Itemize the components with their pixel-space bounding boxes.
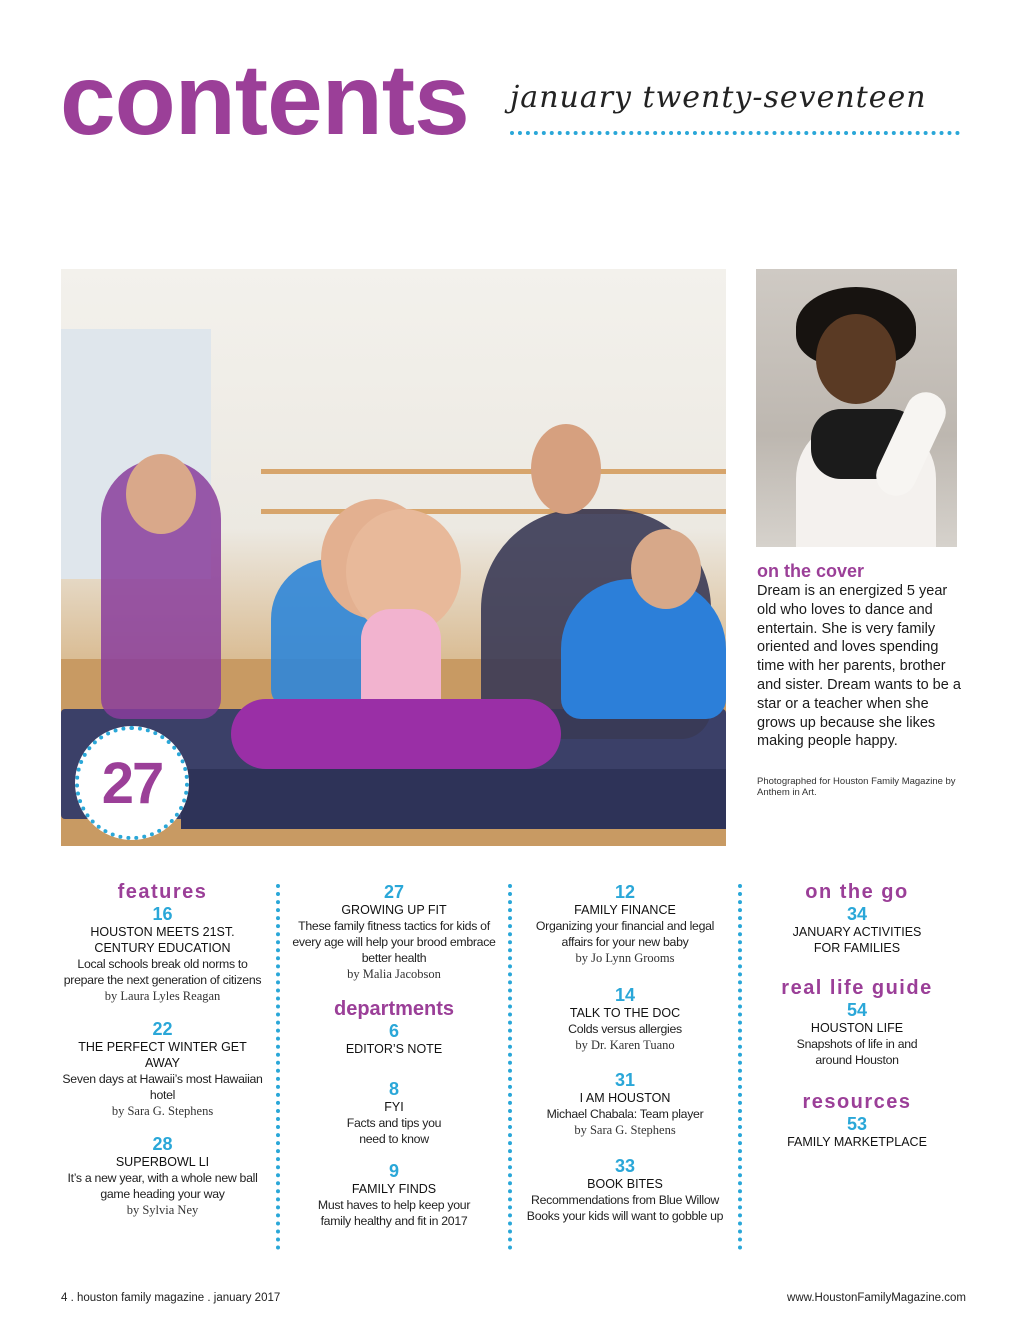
article-description: These family fitness tactics for kids of every age will help your brood embrace better health (292, 919, 496, 965)
article-title[interactable]: FAMILY FINDS (351, 1182, 437, 1196)
article-title[interactable]: HOUSTON LIFE (810, 1021, 904, 1035)
byline: by Jo Lynn Grooms (575, 951, 675, 965)
article-description: Local schools break old norms to prepare the next generation of citizens (63, 957, 262, 987)
section-heading-real-life-guide: real life guide (781, 977, 933, 999)
page-number: 9 (388, 1161, 399, 1181)
column-divider (508, 884, 512, 1250)
page-number: 12 (614, 882, 636, 902)
page-number: 34 (846, 904, 868, 924)
article-title[interactable]: THE PERFECT WINTER GET AWAY (78, 1040, 247, 1070)
article-title[interactable]: I AM HOUSTON (579, 1091, 671, 1105)
features-column (60, 880, 265, 1219)
page-number: 22 (152, 1019, 173, 1039)
article-description: Must haves to help keep your family healthy and fit in 2017 (317, 1198, 471, 1228)
page-number: 6 (388, 1021, 399, 1041)
page-number: 54 (846, 1000, 868, 1020)
column-four (752, 880, 962, 1150)
byline: by Dr. Karen Tuano (575, 1038, 675, 1052)
article-title[interactable]: GROWING UP FIT (341, 903, 447, 917)
page-number: 28 (152, 1134, 173, 1154)
article-title[interactable]: HOUSTON MEETS 21ST. CENTURY EDUCATION (90, 925, 235, 955)
article-title[interactable]: SUPERBOWL LI (115, 1155, 210, 1169)
article-description: Facts and tips you need to know (346, 1116, 442, 1146)
photo-credit: Photographed for Houston Family Magazine by Anthem in Art. (757, 776, 956, 798)
byline: by Sara G. Stephens (574, 1123, 676, 1137)
byline: by Sara G. Stephens (111, 1104, 214, 1118)
column-divider (738, 884, 742, 1250)
cover-model-photo (756, 269, 957, 547)
footer-folio: 4 . houston family magazine . january 2017 (61, 1292, 281, 1304)
section-heading-departments: departments (333, 998, 455, 1020)
article-description: Snapshots of life in and around Houston (796, 1037, 918, 1067)
article-title[interactable]: TALK TO THE DOC (569, 1006, 681, 1020)
article-title[interactable]: EDITOR’S NOTE (345, 1042, 443, 1056)
article-description: Recommendations from Blue Willow Books your kids will want to gobble up (526, 1193, 724, 1223)
section-heading-features: features (117, 881, 208, 903)
byline: by Malia Jacobson (347, 967, 441, 981)
page-number-badge (75, 726, 189, 840)
footer-website-link[interactable]: www.HoustonFamilyMagazine.com (787, 1292, 966, 1304)
departments-column (290, 882, 498, 1229)
byline: by Sylvia Ney (126, 1203, 199, 1217)
article-description: Michael Chabala: Team player (546, 1107, 704, 1121)
on-the-cover-heading: on the cover (757, 561, 865, 581)
dotted-divider (510, 131, 960, 135)
article-title[interactable]: FAMILY FINANCE (574, 903, 676, 917)
page-number: 14 (614, 985, 636, 1005)
byline: by Laura Lyles Reagan (104, 989, 221, 1003)
section-heading-resources: resources (802, 1091, 912, 1113)
page-number: 53 (846, 1114, 868, 1134)
column-divider (276, 884, 280, 1250)
article-title[interactable]: JANUARY ACTIVITIES FOR FAMILIES (792, 925, 922, 955)
article-title[interactable]: FAMILY MARKETPLACE (787, 1135, 927, 1149)
badge-number: 27 (101, 750, 163, 816)
article-description: It’s a new year, with a whole new ball game heading your way (67, 1171, 258, 1201)
column-three (522, 882, 728, 1224)
page-number: 27 (383, 882, 405, 902)
page-number: 8 (388, 1079, 399, 1099)
page-number: 31 (614, 1070, 636, 1090)
on-the-cover-text: Dream is an energized 5 year old who loves to dance and entertain. She is very family oriented and loves spending time with her parents, brother and sister. Dream wants to be a star or a teacher when she grows up because she likes making people happy. (757, 583, 961, 750)
article-description: Organizing your financial and legal affairs for your new baby (535, 919, 715, 949)
article-description: Seven days at Hawaii’s most Hawaiian hotel (62, 1072, 263, 1102)
page-title: contents (60, 44, 469, 156)
article-title[interactable]: BOOK BITES (587, 1177, 663, 1191)
page-number: 16 (152, 904, 173, 924)
issue-date: january twenty-seventeen (510, 80, 927, 115)
article-description: Colds versus allergies (568, 1022, 682, 1036)
article-title[interactable]: FYI (384, 1100, 404, 1114)
section-heading-on-the-go: on the go (805, 881, 909, 903)
page-number: 33 (614, 1156, 636, 1176)
